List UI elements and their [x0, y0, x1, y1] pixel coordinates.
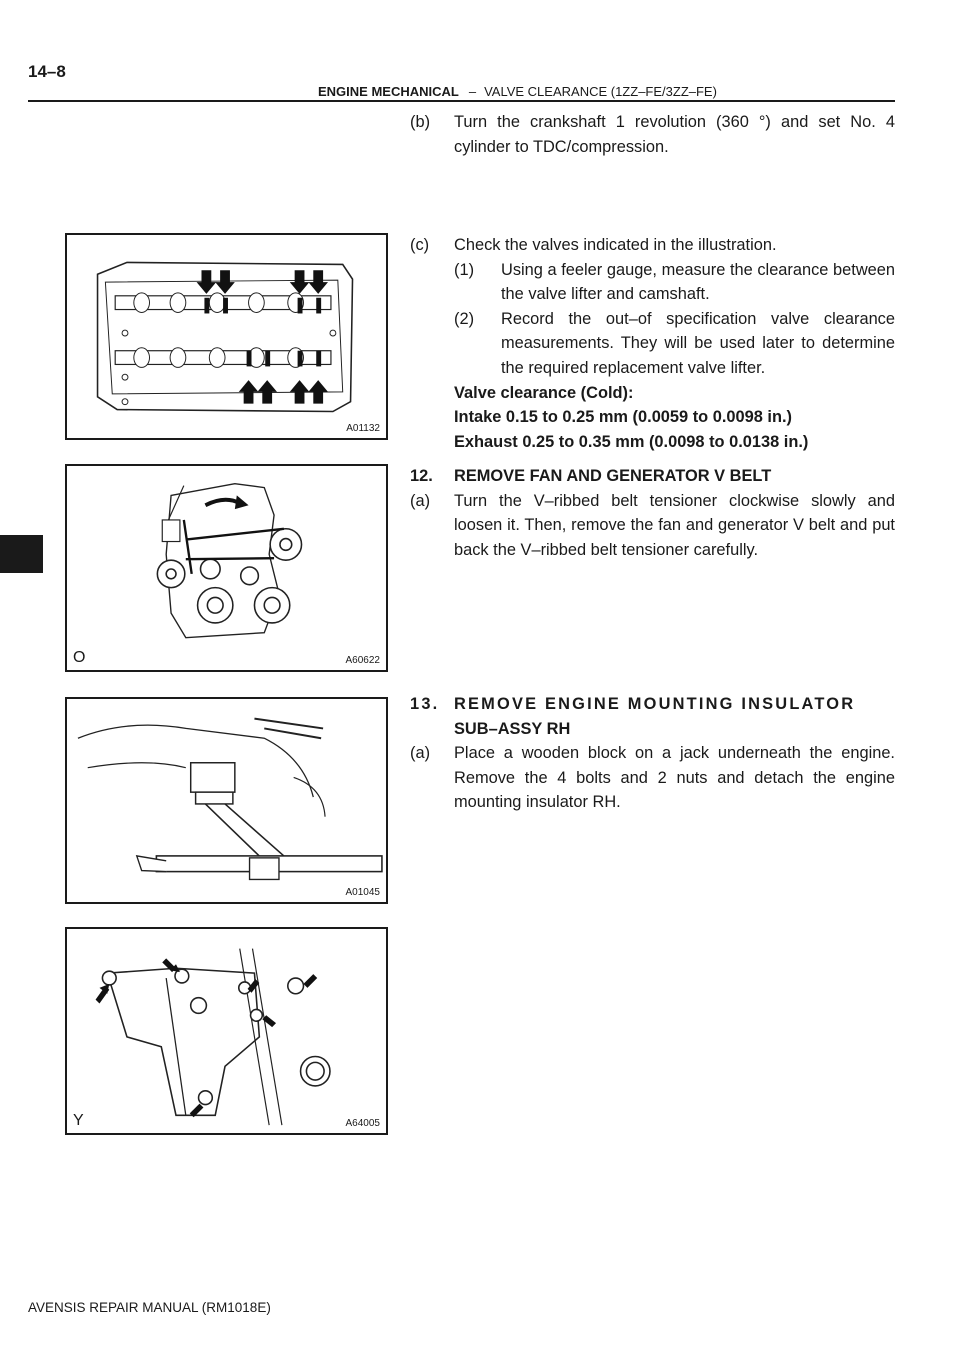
section-13-title-line2: SUB–ASSY RH	[454, 719, 571, 738]
valve-layout-illustration	[67, 235, 386, 438]
step-c	[410, 233, 895, 454]
section-side-tab	[0, 535, 43, 573]
spec-intake: Intake 0.15 to 0.25 mm (0.0059 to 0.0098 in.)	[454, 408, 792, 427]
figure-code: A64005	[345, 1118, 380, 1129]
step-b-text: Turn the crankshaft 1 revolution (360 °) and set No. 4 cylinder to TDC/compression.	[454, 113, 895, 156]
page-number: 14–8	[28, 62, 66, 81]
sub-text: Using a feeler gauge, measure the clearance between the valve lifter and camshaft.	[501, 260, 895, 304]
section-12	[410, 464, 895, 562]
figure-corner-mark: O	[73, 649, 86, 666]
header-dash: –	[468, 84, 477, 99]
sub-label: (2)	[454, 309, 475, 328]
section-12-title: REMOVE FAN AND GENERATOR V BELT	[454, 467, 772, 485]
footer-manual-title: AVENSIS REPAIR MANUAL (RM1018E)	[28, 1300, 271, 1315]
step-c-label: (c)	[410, 236, 430, 254]
step-c-text: Check the valves indicated in the illustration.	[454, 236, 777, 254]
step-b	[410, 110, 895, 159]
spec-title: Valve clearance (Cold):	[454, 383, 634, 402]
belt-drive-illustration	[67, 466, 386, 670]
mounting-insulator-illustration	[67, 929, 386, 1133]
spec-exhaust: Exhaust 0.25 to 0.35 mm (0.0098 to 0.0138 in.)	[454, 432, 809, 451]
step-c-sub-2	[410, 307, 895, 381]
section-13-label: 13.	[410, 695, 440, 713]
figure-mounting-insulator	[65, 927, 388, 1135]
section-12-step-a-label: (a)	[410, 491, 431, 510]
step-c-sub-1	[410, 258, 895, 307]
section-12-label: 12.	[410, 467, 433, 485]
figure-code: A60622	[345, 655, 380, 666]
header-subsection: VALVE CLEARANCE (1ZZ–FE/3ZZ–FE)	[484, 84, 717, 99]
section-13-step-a-text: Place a wooden block on a jack underneath the engine. Remove the 4 bolts and 2 nuts and detach the engine mounting insulator RH.	[454, 744, 895, 812]
step-b-label: (b)	[410, 113, 431, 131]
sub-text: Record the out–of specification valve clearance measurements. They will be used later to determine the required replacement valve lifter.	[501, 309, 895, 377]
section-13-title-line1: REMOVE ENGINE MOUNTING INSULATOR	[454, 695, 856, 713]
header-title	[318, 84, 717, 99]
figure-code: A01045	[345, 887, 380, 898]
section-13-step-a-label: (a)	[410, 744, 431, 763]
figure-valve-layout	[65, 233, 388, 440]
figure-jack-support	[65, 697, 388, 904]
jack-support-illustration	[67, 699, 386, 902]
header-rule	[28, 100, 895, 102]
header-section: ENGINE MECHANICAL	[318, 84, 459, 99]
sub-label: (1)	[454, 260, 475, 279]
figure-corner-mark: Y	[73, 1112, 84, 1129]
section-13	[410, 692, 895, 815]
section-12-step-a-text: Turn the V–ribbed belt tensioner clockwise slowly and loosen it. Then, remove the fan and generator V belt and put back the V–ribbed belt tensioner carefully.	[454, 491, 895, 559]
figure-code: A01132	[346, 423, 380, 434]
figure-belt-drive	[65, 464, 388, 672]
